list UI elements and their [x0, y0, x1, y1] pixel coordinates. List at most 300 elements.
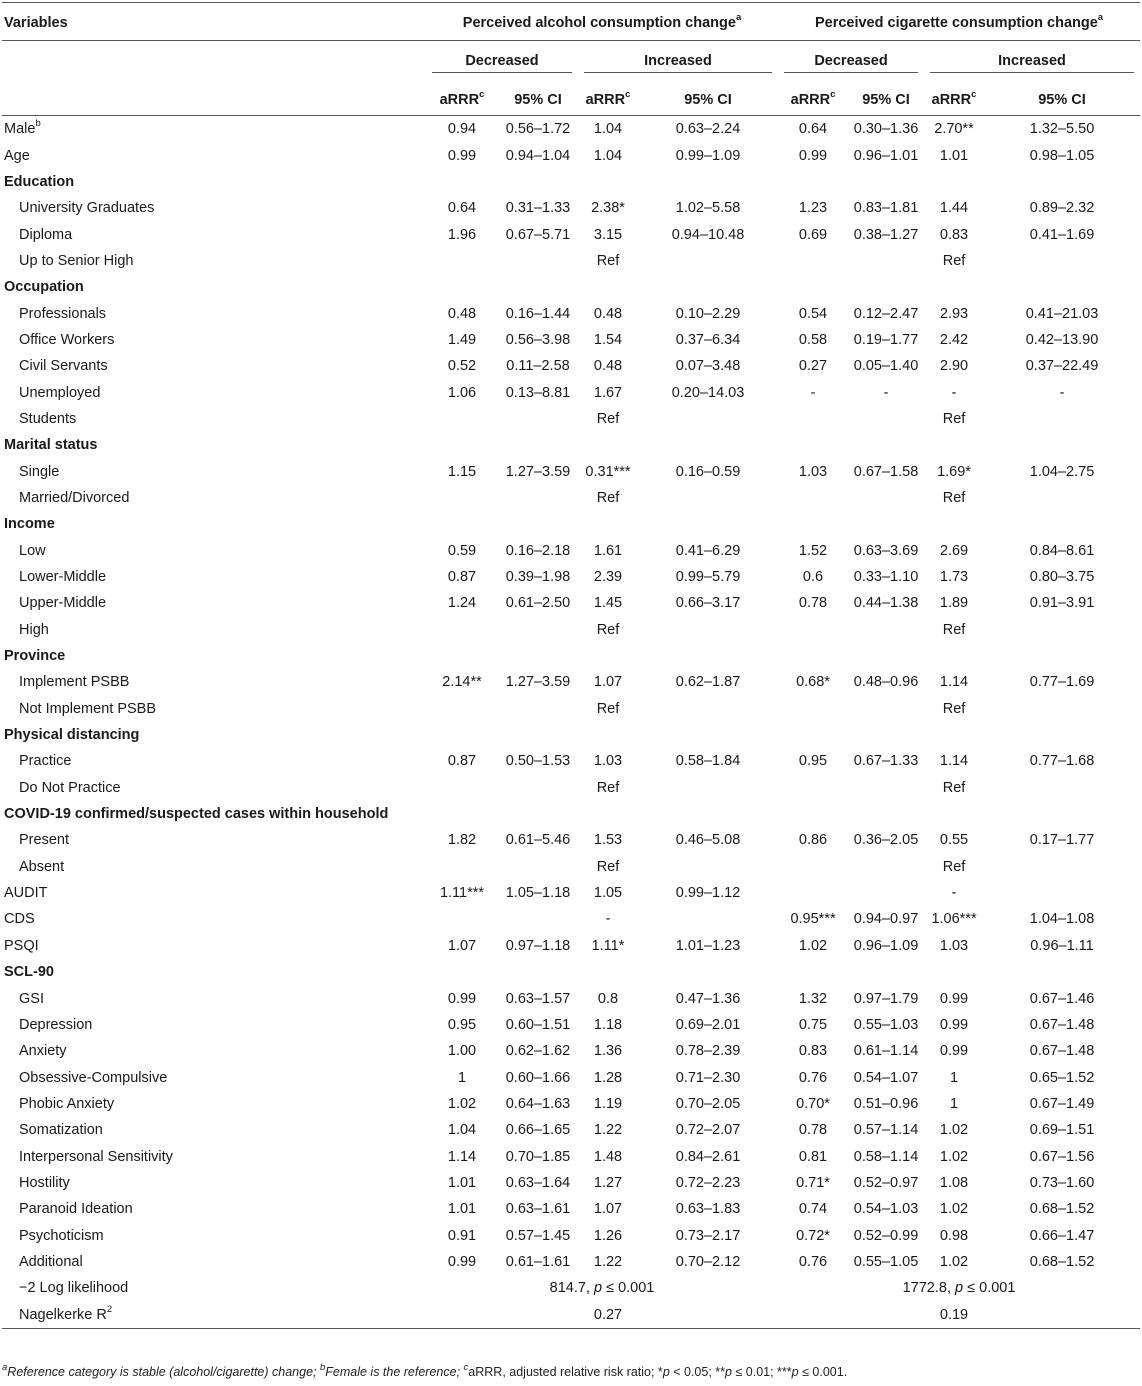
alcohol-decreased-arrr: 0.64 [447, 200, 477, 217]
row-label: Diploma [19, 226, 73, 243]
alcohol-decreased-arrr: 1.01 [447, 1174, 477, 1191]
row-label: AUDIT [4, 885, 48, 902]
cigarette-increased-arrr: 1.08 [939, 1174, 969, 1191]
alcohol-increased-ci: 0.07–3.48 [675, 358, 741, 375]
cigarette-decreased-arrr: 0.99 [798, 147, 828, 164]
alcohol-increased-arrr: 1.03 [593, 753, 623, 770]
table-row [2, 643, 1140, 669]
cigarette-increased-ci: 0.67–1.56 [1029, 1148, 1095, 1165]
cigarette-decreased-arrr: 0.83 [798, 1043, 828, 1060]
alcohol-decreased-arrr: 1.06 [447, 384, 477, 401]
alcohol-decreased-ci: 0.16–2.18 [505, 542, 571, 559]
row-label: Students [19, 410, 77, 427]
cigarette-decreased-arrr: 0.69 [798, 226, 828, 243]
row-label: Up to Senior High [19, 252, 134, 269]
cigarette-increased-ci: 0.66–1.47 [1029, 1227, 1095, 1244]
table-row [2, 959, 1140, 985]
cigarette-decreased-ci: 0.58–1.14 [853, 1148, 919, 1165]
cigarette-decreased-arrr: 1.52 [798, 542, 828, 559]
cigarette-increased-ci: 0.67–1.48 [1029, 1043, 1095, 1060]
alcohol-increased-ci: 0.62–1.87 [675, 674, 741, 691]
alcohol-increased-ci: 0.47–1.36 [675, 990, 741, 1007]
cigarette-decreased-ci: 0.38–1.27 [853, 226, 919, 243]
table-row [2, 1275, 1140, 1301]
alcohol-decreased-arrr: 1.15 [447, 463, 477, 480]
row-label: CDS [4, 911, 35, 928]
cigarette-increased-arrr: 0.83 [939, 226, 969, 243]
row-label: Somatization [19, 1122, 103, 1139]
cigarette-decreased-ci: 0.05–1.40 [853, 358, 919, 375]
alcohol-increased-ci: 0.37–6.34 [675, 331, 741, 348]
cigarette-increased-arrr: 1.02 [939, 1201, 969, 1218]
cigarette-ref: Ref [942, 779, 966, 796]
table-row [2, 564, 1140, 590]
cigarette-decreased-ci: 0.36–2.05 [853, 832, 919, 849]
cigarette-increased-arrr: 1 [949, 1069, 959, 1086]
alcohol-decreased-arrr: 1.07 [447, 937, 477, 954]
alcohol-decreased-arrr: 0.91 [447, 1227, 477, 1244]
cigarette-increased-arrr: - [951, 384, 957, 401]
cigarette-increased-arrr: 1 [949, 1095, 959, 1112]
alcohol-decreased-ci: 0.56–3.98 [505, 331, 571, 348]
cigarette-decreased-header: Decreased [778, 41, 924, 86]
alcohol-ref: Ref [596, 621, 620, 638]
alcohol-decreased-ci: 0.63–1.57 [505, 990, 571, 1007]
cigarette-decreased-arrr: 1.02 [798, 937, 828, 954]
table-row [2, 775, 1140, 801]
cigarette-increased-arrr: 1.01 [939, 147, 969, 164]
cigarette-decreased-arrr: 0.64 [798, 121, 828, 138]
alcohol-decreased-arrr: 1.04 [447, 1122, 477, 1139]
cigarette-decreased-arrr: 0.76 [798, 1069, 828, 1086]
alcohol-increased-arrr: 1.28 [593, 1069, 623, 1086]
table-row [2, 801, 1140, 827]
alcohol-increased-arrr: 2.38* [591, 200, 625, 217]
table-row [2, 1091, 1140, 1117]
table-row [2, 722, 1140, 748]
cigarette-group-header: Perceived cigarette consumption change$^a$ [778, 6, 1140, 41]
cigarette-increased-ci: 0.84–8.61 [1029, 542, 1095, 559]
alcohol-decreased-ci: 0.61–2.50 [505, 595, 571, 612]
alcohol-increased-ci: 0.10–2.29 [675, 305, 741, 322]
table-footnote: $^a$Reference category is stable (alcohol/cigarette) change; $^b$Female is the reference; $^c$aRRR, adjusted relative risk ratio; *p < 0.05; **p ≤ 0.01; ***p ≤ 0.001. [2, 1361, 848, 1379]
cigarette-increased-ci: 0.68–1.52 [1029, 1253, 1095, 1270]
alcohol-increased-arrr: 1.18 [593, 1016, 623, 1033]
cigarette-decreased-arrr: 0.86 [798, 832, 828, 849]
row-label: GSI [19, 990, 44, 1007]
table-row [2, 458, 1140, 484]
alcohol-increased-arrr: 0.48 [593, 305, 623, 322]
row-label: Married/Divorced [19, 489, 130, 506]
table-row [2, 300, 1140, 326]
cigarette-increased-ci: 0.67–1.46 [1029, 990, 1095, 1007]
cigarette-increased-ci: 0.41–21.03 [1025, 305, 1099, 322]
alcohol-decreased-ci: 0.39–1.98 [505, 569, 571, 586]
row-label: Anxiety [19, 1043, 67, 1060]
regression-table [2, 6, 1140, 1329]
table-row [2, 854, 1140, 880]
alcohol-increased-arrr: 0.48 [593, 358, 623, 375]
row-label: Professionals [19, 305, 107, 322]
cigarette-decreased-ci: 0.54–1.07 [853, 1069, 919, 1086]
alcohol-increased-arrr: 0.8 [597, 990, 619, 1007]
alcohol-decreased-ci [498, 906, 578, 932]
cigarette-decreased-arrr: 0.68* [796, 674, 830, 691]
row-label: Income [4, 516, 55, 533]
cigarette-increased-arrr: 1.69* [937, 463, 971, 480]
row-label: Paranoid Ideation [19, 1201, 133, 1218]
table-row [2, 1038, 1140, 1064]
cigarette-ref: Ref [942, 621, 966, 638]
ci-header: 95% CI [498, 85, 578, 116]
cigarette-increased-arrr: 2.42 [939, 331, 969, 348]
alcohol-increased-ci: 0.71–2.30 [675, 1069, 741, 1086]
cigarette-decreased-ci: 0.44–1.38 [853, 595, 919, 612]
table-row [2, 906, 1140, 932]
table-row [2, 116, 1140, 143]
cigarette-increased-ci: 0.73–1.60 [1029, 1174, 1095, 1191]
row-label: Absent [19, 858, 65, 875]
alcohol-decreased-arrr: 1.49 [447, 331, 477, 348]
table-row [2, 1012, 1140, 1038]
row-label: Upper-Middle [19, 595, 107, 612]
row-label: Practice [19, 753, 72, 770]
cigarette-increased-header: Increased [924, 41, 1140, 86]
row-label: −2 Log likelihood [19, 1280, 129, 1297]
cigarette-increased-ci: 0.98–1.05 [1029, 147, 1095, 164]
alcohol-decreased-ci: 0.62–1.62 [505, 1043, 571, 1060]
alcohol-decreased-arrr: 1.00 [447, 1043, 477, 1060]
header-row-groups [2, 6, 1140, 41]
table-row [2, 669, 1140, 695]
row-label: Do Not Practice [19, 779, 121, 796]
alcohol-decreased-ci: 0.31–1.33 [505, 200, 571, 217]
alcohol-decreased-ci: 0.61–5.46 [505, 832, 571, 849]
cigarette-increased-ci: 0.80–3.75 [1029, 569, 1095, 586]
alcohol-decreased-arrr: 0.52 [447, 358, 477, 375]
cigarette-increased-arrr: 1.89 [939, 595, 969, 612]
alcohol-increased-ci: 0.70–2.12 [675, 1253, 741, 1270]
alcohol-ref: Ref [596, 779, 620, 796]
cigarette-decreased-ci: 0.55–1.03 [853, 1016, 919, 1033]
alcohol-decreased-arrr: 0.48 [447, 305, 477, 322]
alcohol-ref: Ref [596, 489, 620, 506]
alcohol-increased-ci: 0.46–5.08 [675, 832, 741, 849]
row-label: Low [19, 542, 46, 559]
cigarette-increased-arrr: 0.99 [939, 1043, 969, 1060]
alcohol-increased-ci: 0.70–2.05 [675, 1095, 741, 1112]
cigarette-nagelkerke: 0.19 [924, 1301, 984, 1329]
cigarette-decreased-arrr: 0.95 [798, 753, 828, 770]
cigarette-increased-arrr: 1.73 [939, 569, 969, 586]
table-row [2, 1222, 1140, 1248]
row-label: Physical distancing [4, 727, 140, 744]
arrr-header: aRRR$^c$ [924, 85, 984, 116]
alcohol-increased-arrr: 1.26 [593, 1227, 623, 1244]
cigarette-decreased-ci: 0.19–1.77 [853, 331, 919, 348]
table-row [2, 590, 1140, 616]
table-row [2, 1064, 1140, 1090]
row-label: Office Workers [19, 331, 115, 348]
cigarette-decreased-ci: 0.54–1.03 [853, 1201, 919, 1218]
alcohol-increased-arrr: 1.05 [593, 885, 623, 902]
alcohol-increased-ci: 0.94–10.48 [671, 226, 745, 243]
cigarette-decreased-ci: 0.63–3.69 [853, 542, 919, 559]
cigarette-ref: Ref [942, 489, 966, 506]
alcohol-ref: Ref [596, 700, 620, 717]
cigarette-increased-ci: 0.91–3.91 [1029, 595, 1095, 612]
variables-header: Variables [2, 6, 426, 41]
row-label: Age [4, 147, 30, 164]
table-row [2, 1170, 1140, 1196]
cigarette-decreased-arrr: 0.95*** [790, 911, 836, 928]
alcohol-nagelkerke: 0.27 [578, 1301, 638, 1329]
cigarette-decreased-ci: 0.97–1.79 [853, 990, 919, 1007]
alcohol-decreased-ci: 0.50–1.53 [505, 753, 571, 770]
alcohol-increased-arrr: 1.04 [593, 147, 623, 164]
cigarette-increased-ci: 0.77–1.69 [1029, 674, 1095, 691]
alcohol-increased-ci: 0.72–2.07 [675, 1122, 741, 1139]
cigarette-increased-ci: 0.42–13.90 [1025, 331, 1099, 348]
cigarette-increased-ci: 1.32–5.50 [1029, 121, 1095, 138]
row-label: Not Implement PSBB [19, 700, 156, 717]
alcohol-decreased-ci: 0.61–1.61 [505, 1253, 571, 1270]
row-label: Lower-Middle [19, 569, 107, 586]
alcohol-decreased-arrr: 0.87 [447, 569, 477, 586]
cigarette-decreased-ci: 0.52–0.97 [853, 1174, 919, 1191]
alcohol-decreased-ci: 0.60–1.66 [505, 1069, 571, 1086]
row-label: Unemployed [19, 384, 101, 401]
cigarette-increased-arrr: 0.98 [939, 1227, 969, 1244]
row-label: Phobic Anxiety [19, 1095, 115, 1112]
row-label: Male$^b$ [4, 118, 41, 138]
cigarette-decreased-arrr: 0.72* [796, 1227, 830, 1244]
cigarette-increased-ci: 0.17–1.77 [1029, 832, 1095, 849]
cigarette-increased-ci: 0.65–1.52 [1029, 1069, 1095, 1086]
table-row [2, 1143, 1140, 1169]
alcohol-increased-arrr: 1.22 [593, 1253, 623, 1270]
cigarette-decreased-arrr: 0.78 [798, 1122, 828, 1139]
cigarette-decreased-arrr: 0.6 [802, 569, 824, 586]
cigarette-increased-ci: 0.77–1.68 [1029, 753, 1095, 770]
alcohol-increased-arrr: - [605, 911, 611, 928]
alcohol-increased-arrr: 1.45 [593, 595, 623, 612]
row-label: Hostility [19, 1174, 70, 1191]
cigarette-decreased-ci: 0.67–1.33 [853, 753, 919, 770]
cigarette-increased-arrr: 2.90 [939, 358, 969, 375]
table-row [2, 1301, 1140, 1329]
cigarette-increased-ci: 0.69–1.51 [1029, 1122, 1095, 1139]
table-row [2, 485, 1140, 511]
cigarette-decreased-arrr: 1.32 [798, 990, 828, 1007]
alcohol-decreased-ci: 0.94–1.04 [505, 147, 571, 164]
alcohol-decreased-arrr: 1.82 [447, 832, 477, 849]
cigarette-increased-ci: 0.89–2.32 [1029, 200, 1095, 217]
arrr-header: aRRR$^c$ [578, 85, 638, 116]
alcohol-increased-arrr: 1.04 [593, 121, 623, 138]
alcohol-increased-arrr: 2.39 [593, 569, 623, 586]
cigarette-decreased-ci: 0.55–1.05 [853, 1253, 919, 1270]
cigarette-ref: Ref [942, 858, 966, 875]
cigarette-decreased-arrr: 0.81 [798, 1148, 828, 1165]
row-label: Implement PSBB [19, 674, 130, 691]
cigarette-decreased-arrr [778, 880, 848, 906]
alcohol-increased-ci: 0.72–2.23 [675, 1174, 741, 1191]
cigarette-increased-ci: - [1059, 384, 1065, 401]
alcohol-decreased-ci: 1.05–1.18 [505, 885, 571, 902]
table-row [2, 248, 1140, 274]
alcohol-decreased-ci: 1.27–3.59 [505, 463, 571, 480]
row-label: Psychoticism [19, 1227, 104, 1244]
alcohol-increased-ci: 0.41–6.29 [675, 542, 741, 559]
table-row [2, 880, 1140, 906]
alcohol-increased-ci: 0.63–1.83 [675, 1201, 741, 1218]
cigarette-decreased-ci: 0.33–1.10 [853, 569, 919, 586]
table-row [2, 353, 1140, 379]
row-label: Province [4, 648, 66, 665]
cigarette-increased-arrr: 2.93 [939, 305, 969, 322]
alcohol-decreased-ci: 0.67–5.71 [505, 226, 571, 243]
cigarette-increased-arrr: 1.44 [939, 200, 969, 217]
cigarette-increased-arrr: 1.02 [939, 1253, 969, 1270]
alcohol-decreased-arrr: 0.99 [447, 1253, 477, 1270]
alcohol-decreased-ci: 0.70–1.85 [505, 1148, 571, 1165]
cigarette-decreased-ci: 0.94–0.97 [853, 911, 919, 928]
alcohol-increased-arrr: 0.31*** [585, 463, 631, 480]
cigarette-decreased-arrr: 0.76 [798, 1253, 828, 1270]
row-label: Single [19, 463, 60, 480]
cigarette-increased-arrr: 2.70** [934, 121, 974, 138]
alcohol-decreased-arrr: 1 [457, 1069, 467, 1086]
cigarette-decreased-arrr: 0.70* [796, 1095, 830, 1112]
cigarette-decreased-arrr: 1.03 [798, 463, 828, 480]
alcohol-decreased-ci: 0.63–1.61 [505, 1201, 571, 1218]
alcohol-increased-ci: 1.02–5.58 [675, 200, 741, 217]
alcohol-increased-ci: 0.16–0.59 [675, 463, 741, 480]
row-label: Interpersonal Sensitivity [19, 1148, 173, 1165]
cigarette-decreased-ci: 0.12–2.47 [853, 305, 919, 322]
alcohol-ref: Ref [596, 252, 620, 269]
row-label: Occupation [4, 279, 84, 296]
alcohol-increased-ci: 0.66–3.17 [675, 595, 741, 612]
cigarette-decreased-arrr: 0.74 [798, 1201, 828, 1218]
alcohol-decreased-arrr [426, 906, 498, 932]
alcohol-increased-arrr: 1.67 [593, 384, 623, 401]
table-row [2, 1249, 1140, 1275]
row-label: Nagelkerke $R^2$ [2, 1301, 426, 1329]
alcohol-increased-ci: 0.63–2.24 [675, 121, 741, 138]
cigarette-increased-arrr: 1.14 [939, 753, 969, 770]
table-row [2, 1196, 1140, 1222]
alcohol-group-header: Perceived alcohol consumption change$^a$ [426, 6, 778, 41]
cigarette-increased-ci: 0.67–1.49 [1029, 1095, 1095, 1112]
alcohol-decreased-arrr: 1.01 [447, 1201, 477, 1218]
alcohol-increased-ci: 0.84–2.61 [675, 1148, 741, 1165]
alcohol-increased-arrr: 3.15 [593, 226, 623, 243]
ci-header: 95% CI [638, 85, 778, 116]
table-row [2, 274, 1140, 300]
cigarette-increased-arrr: 0.99 [939, 990, 969, 1007]
row-label: Present [19, 832, 69, 849]
cigarette-increased-arrr: 0.99 [939, 1016, 969, 1033]
alcohol-increased-ci: 0.69–2.01 [675, 1016, 741, 1033]
ci-header: 95% CI [984, 85, 1140, 116]
cigarette-increased-arrr: 1.14 [939, 674, 969, 691]
row-label: Additional [19, 1253, 83, 1270]
alcohol-decreased-arrr: 0.87 [447, 753, 477, 770]
cigarette-increased-ci: 0.68–1.52 [1029, 1201, 1095, 1218]
table-row [2, 195, 1140, 221]
alcohol-decreased-arrr: 0.59 [447, 542, 477, 559]
cigarette-decreased-arrr: - [810, 384, 816, 401]
alcohol-increased-ci: 0.58–1.84 [675, 753, 741, 770]
cigarette-increased-arrr: 1.02 [939, 1122, 969, 1139]
alcohol-increased-arrr: 1.53 [593, 832, 623, 849]
alcohol-decreased-ci: 0.56–1.72 [505, 121, 571, 138]
cigarette-increased-arrr: 1.02 [939, 1148, 969, 1165]
table-row [2, 696, 1140, 722]
alcohol-increased-ci: 0.99–1.09 [675, 147, 741, 164]
alcohol-decreased-ci: 1.27–3.59 [505, 674, 571, 691]
cigarette-ref: Ref [942, 700, 966, 717]
cigarette-increased-ci: 0.96–1.11 [1030, 937, 1094, 954]
header-row-measures [2, 85, 1140, 116]
table-row [2, 827, 1140, 853]
table-row [2, 1117, 1140, 1143]
table-row [2, 169, 1140, 195]
table-row [2, 221, 1140, 247]
cigarette-increased-ci: 0.41–1.69 [1029, 226, 1095, 243]
cigarette-decreased-arrr: 0.58 [798, 331, 828, 348]
cigarette-decreased-ci: 0.96–1.09 [853, 937, 919, 954]
cigarette-increased-ci [984, 880, 1140, 906]
table-row [2, 985, 1140, 1011]
cigarette-increased-ci: 0.67–1.48 [1029, 1016, 1095, 1033]
alcohol-decreased-arrr: 0.99 [447, 990, 477, 1007]
cigarette-increased-arrr: 1.03 [939, 937, 969, 954]
row-label: Depression [19, 1016, 93, 1033]
header-row-direction [2, 41, 1140, 86]
alcohol-increased-ci [638, 906, 778, 932]
cigarette-increased-ci: 1.04–1.08 [1029, 911, 1095, 928]
cigarette-ref: Ref [942, 410, 966, 427]
alcohol-increased-arrr: 1.07 [593, 1201, 623, 1218]
row-label: University Graduates [19, 200, 155, 217]
row-label: Marital status [4, 437, 98, 454]
cigarette-decreased-arrr: 0.71* [796, 1174, 830, 1191]
alcohol-increased-ci: 1.01–1.23 [675, 937, 741, 954]
arrr-header: aRRR$^c$ [778, 85, 848, 116]
cigarette-increased-arrr: - [951, 885, 957, 902]
table-body [2, 116, 1140, 1329]
alcohol-decreased-arrr: 0.95 [447, 1016, 477, 1033]
cigarette-decreased-ci: 0.83–1.81 [853, 200, 919, 217]
cigarette-decreased-ci: 0.57–1.14 [853, 1122, 919, 1139]
alcohol-ref: Ref [596, 410, 620, 427]
alcohol-increased-ci: 0.99–1.12 [675, 885, 741, 902]
cigarette-decreased-arrr: 1.23 [798, 200, 828, 217]
row-label: Obsessive-Compulsive [19, 1069, 168, 1086]
cigarette-decreased-ci: 0.52–0.99 [853, 1227, 919, 1244]
alcohol-log-likelihood: 814.7, p ≤ 0.001 [549, 1280, 655, 1297]
alcohol-decreased-ci: 0.66–1.65 [505, 1122, 571, 1139]
table-row [2, 432, 1140, 458]
table-row [2, 142, 1140, 168]
cigarette-decreased-arrr: 0.27 [798, 358, 828, 375]
alcohol-increased-arrr: 1.54 [593, 331, 623, 348]
alcohol-decreased-ci: 0.63–1.64 [505, 1174, 571, 1191]
cigarette-decreased-ci: 0.30–1.36 [853, 121, 919, 138]
